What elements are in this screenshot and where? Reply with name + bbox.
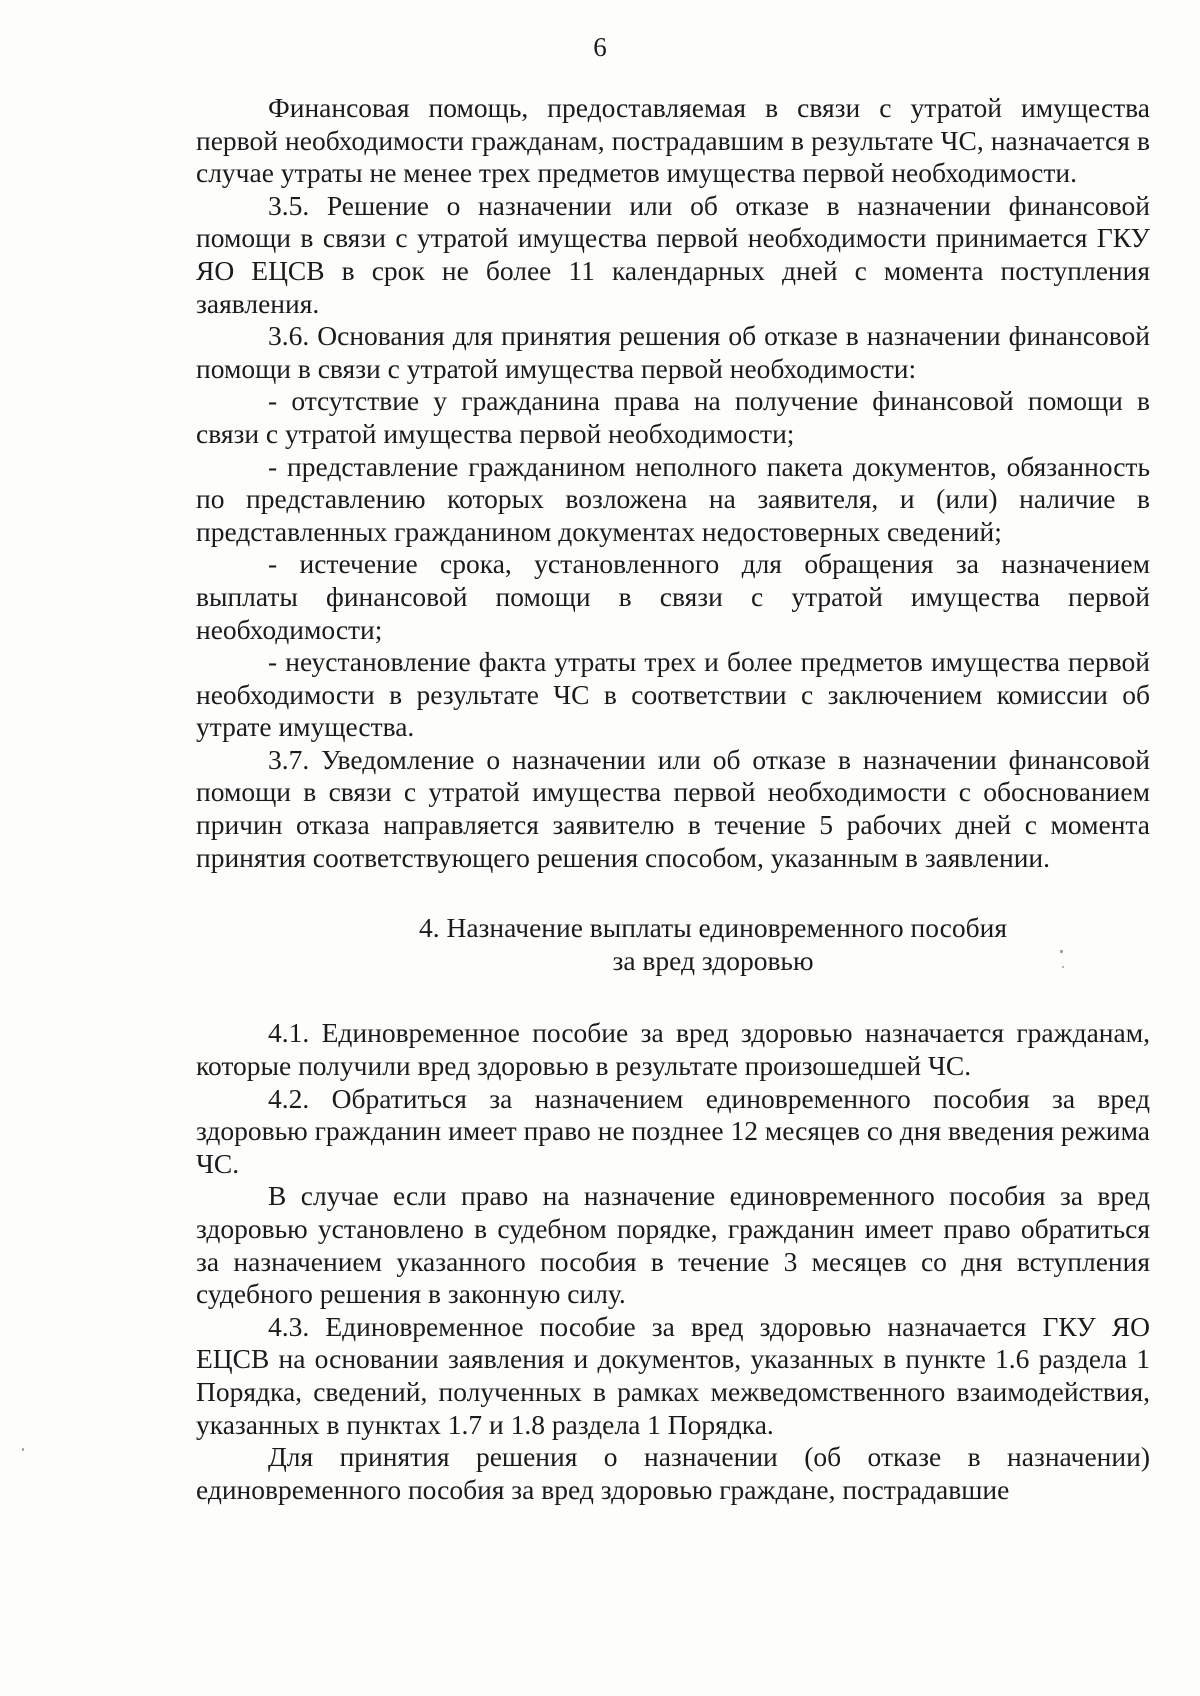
document-body [196, 92, 1150, 1506]
scan-speck [1060, 950, 1063, 953]
paragraph-3-7: 3.7. Уведомление о назначении или об отказе в назначении финансовой помощи в связи с утратой имущества первой необходимости с обоснованием причин отказа направляется заявителю в течение 5 рабочих дней с момента принятия соответствующего решения способом, указанным в заявлении. [196, 743, 1150, 873]
paragraph-3-6: 3.6. Основания для принятия решения об отказе в назначении финансовой помощи в связи с утратой имущества первой необходимости: [196, 320, 1150, 384]
paragraph-court-procedure: В случае если право на назначение единовременного пособия за вред здоровью установлено в судебном порядке, гражданин имеет право обратиться за назначением указанного пособия в течение 3 месяцев со дня вступления судебного решения в законную силу. [196, 1180, 1150, 1310]
refusal-ground-item: - представление гражданином неполного пакета документов, обязанность по представлению которых возложена на заявителя, и (или) наличие в представленных гражданином документах недостоверных сведений; [196, 450, 1150, 547]
section-4-heading-line2: за вред здоровью [612, 944, 814, 976]
scan-speck [22, 1448, 24, 1451]
scan-speck [1062, 966, 1064, 968]
paragraph-4-1: 4.1. Единовременное пособие за вред здоровью назначается гражданам, которые получили вред здоровью в результате произошедшей ЧС. [196, 1017, 1150, 1082]
paragraph-decision: Для принятия решения о назначении (об отказе в назначении) единовременного пособия за вред здоровью граждане, пострадавшие [196, 1441, 1150, 1505]
paragraph-4-3: 4.3. Единовременное пособие за вред здоровью назначается ГКУ ЯО ЕЦСВ на основании заявления и документов, указанных в пункте 1.6 раздела 1 Порядка, сведений, полученных в рамках межведомственного взаимодействия, указанных в пунктах 1.7 и 1.8 раздела 1 Порядка. [196, 1310, 1150, 1440]
section-4-heading-line1: 4. Назначение выплаты единовременного пособия [418, 912, 1007, 944]
paragraph-financial-aid: Финансовая помощь, предоставляемая в связи с утратой имущества первой необходимости гражданам, пострадавшим в результате ЧС, назначается в случае утраты не менее трех предметов имущества первой необходимости. [196, 92, 1150, 189]
section-4-heading [196, 912, 1150, 977]
paragraph-3-5: 3.5. Решение о назначении или об отказе в назначении финансовой помощи в связи с утратой имущества первой необходимости принимается ГКУ ЯО ЕЦСВ в срок не более 11 календарных дней с момента поступления заявления. [196, 189, 1150, 319]
paragraph-4-2: 4.2. Обратиться за назначением единовременного пособия за вред здоровью гражданин имеет право не позднее 12 месяцев со дня введения режима ЧС. [196, 1082, 1150, 1179]
page-number: 6 [593, 32, 607, 62]
refusal-ground-item: - неустановление факта утраты трех и более предметов имущества первой необходимости в результате ЧС в соответствии с заключением комиссии об утрате имущества. [196, 646, 1150, 743]
refusal-ground-item: - истечение срока, установленного для обращения за назначением выплаты финансовой помощи в связи с утратой имущества первой необходимости; [196, 548, 1150, 645]
refusal-ground-item: - отсутствие у гражданина права на получение финансовой помощи в связи с утратой имущества первой необходимости; [196, 385, 1150, 449]
